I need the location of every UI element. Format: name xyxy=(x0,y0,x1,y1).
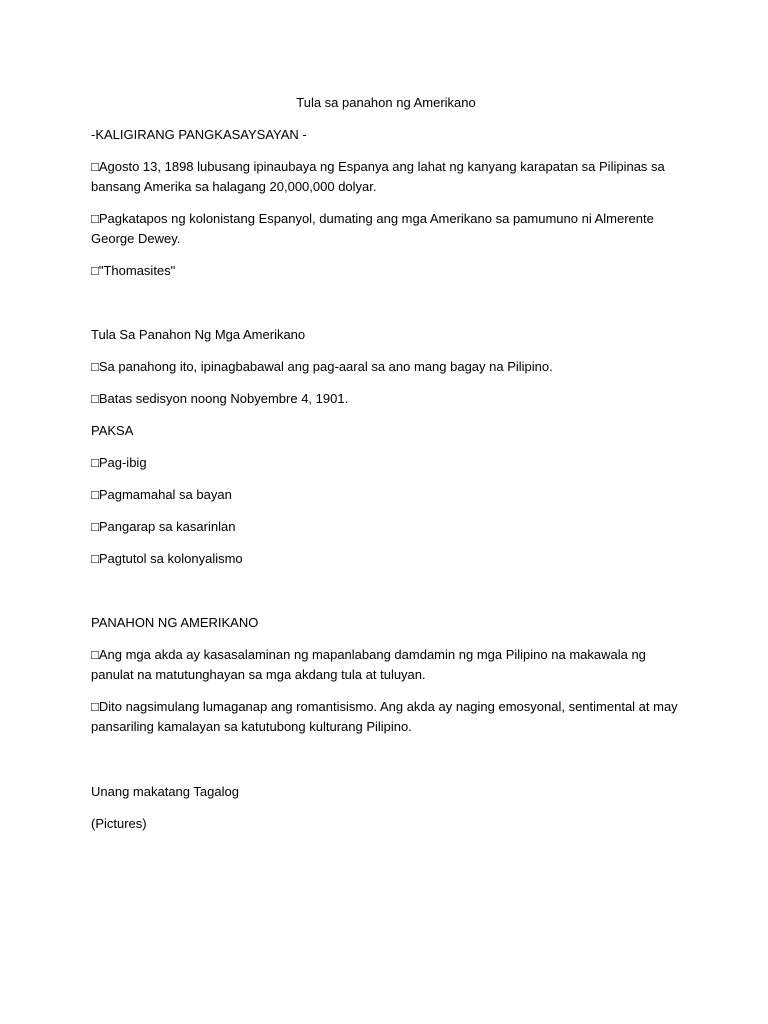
section-heading-unang-makata: Unang makatang Tagalog xyxy=(91,784,239,799)
document-body xyxy=(91,93,681,846)
section-heading-panahon: PANAHON NG AMERIKANO xyxy=(91,615,259,630)
blank-line xyxy=(91,749,681,782)
paragraph-pagkatapos: □Pagkatapos ng kolonistang Espanyol, dumating ang mga Amerikano sa pamumuno ni Almerente George Dewey. xyxy=(91,211,654,246)
list-item-pangarap: □Pangarap sa kasarinlan xyxy=(91,519,236,534)
document-title: Tula sa panahon ng Amerikano xyxy=(296,95,476,110)
section-heading-tula: Tula Sa Panahon Ng Mga Amerikano xyxy=(91,327,306,342)
blank-line xyxy=(91,293,681,325)
blank-line xyxy=(91,581,681,613)
paragraph-kasasalaminan: □Ang mga akda ay kasasalaminan ng mapanlabang damdamin ng mga Pilipino na makawala ng panulat na matutunghayan sa mga akdang tula at tuluyan. xyxy=(91,647,646,682)
paragraph-agosto: □Agosto 13, 1898 lubusang ipinaubaya ng Espanya ang lahat ng kanyang karapatan sa Pilipinas sa bansang Amerika sa halagang 20,000,000 dolyar. xyxy=(91,159,665,194)
list-item-pagmamahal: □Pagmamahal sa bayan xyxy=(91,487,232,502)
section-heading-kaligiran: -KALIGIRANG PANGKASAYSAYAN - xyxy=(91,127,307,142)
paragraph-ipinagbabawal: □Sa panahong ito, ipinagbabawal ang pag-aaral sa ano mang bagay na Pilipino. xyxy=(91,359,553,374)
section-heading-paksa: PAKSA xyxy=(91,423,134,438)
paragraph-batas-sedisyon: □Batas sedisyon noong Nobyembre 4, 1901. xyxy=(91,391,349,406)
paragraph-thomasites: □"Thomasites" xyxy=(91,263,176,278)
list-item-pag-ibig: □Pag-ibig xyxy=(91,455,147,470)
list-item-pagtutol: □Pagtutol sa kolonyalismo xyxy=(91,551,243,566)
pictures-placeholder: (Pictures) xyxy=(91,816,147,831)
paragraph-romantisismo: □Dito nagsimulang lumaganap ang romantisismo. Ang akda ay naging emosyonal, sentimental at may pansariling kamalayan sa katutubong kulturang Pilipino. xyxy=(91,699,678,734)
